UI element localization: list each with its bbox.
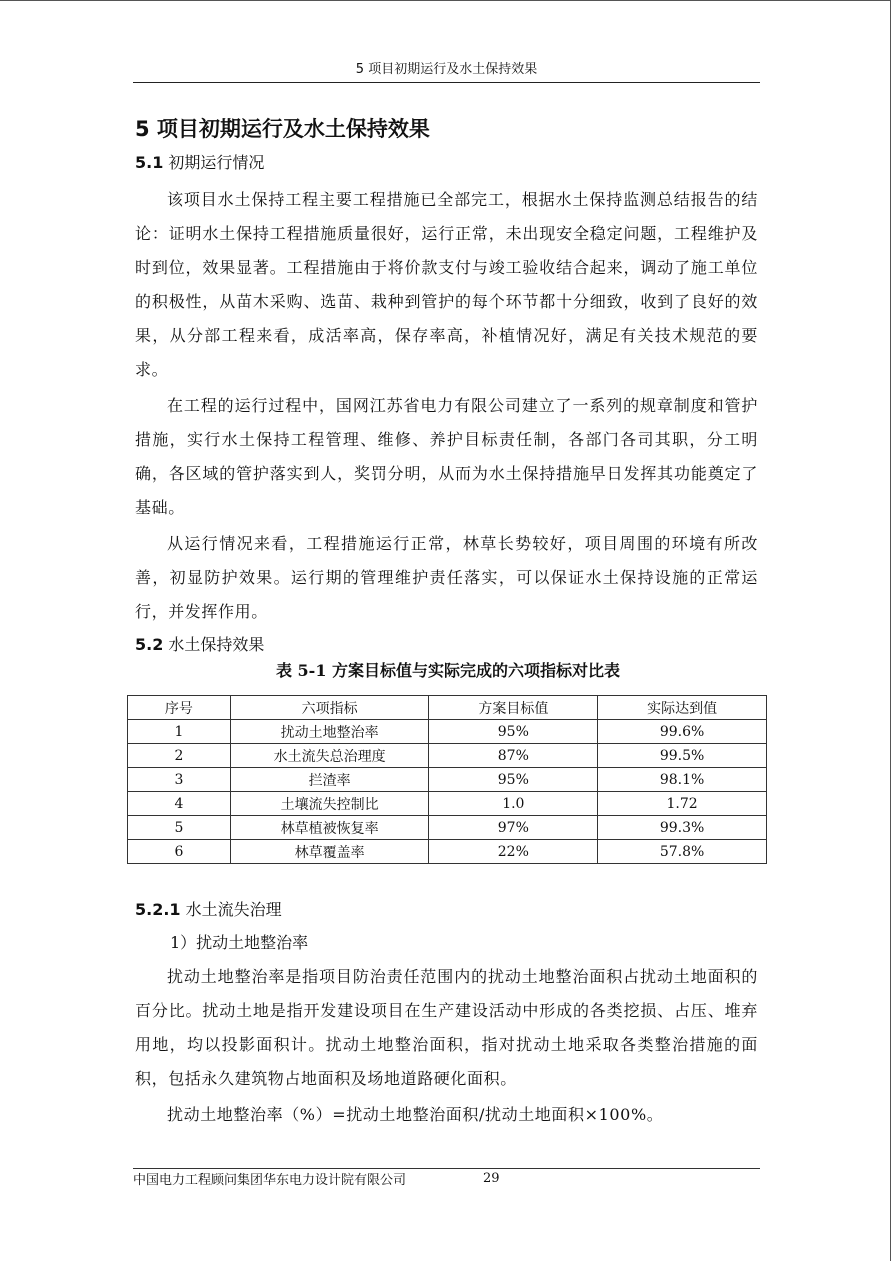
section-title: 初期运行情况 [163,153,265,172]
table-cell: 水土流失总治理度 [230,744,429,768]
section-number: 5.1 [135,153,164,172]
header-rule [133,82,760,83]
table-cell: 扰动土地整治率 [230,720,429,744]
table-cell: 97% [429,816,598,840]
table-row [128,840,767,864]
table-cell: 3 [128,768,231,792]
section-heading-5-2 [135,633,264,657]
paragraph-operation-3: 从运行情况来看，工程措施运行正常，林草长势较好，项目周围的环境有所改善，初显防护效果。运行期的管理维护责任落实，可以保证水土保持设施的正常运行，并发挥作用。 [135,534,758,621]
table-row [128,720,767,744]
table-cell: 1.0 [429,792,598,816]
table-cell: 6 [128,840,231,864]
table-cell: 1.72 [598,792,767,816]
header-cell: 实际达到值 [598,696,767,720]
table-cell: 22% [429,840,598,864]
section-number: 5.2 [135,635,164,654]
page-number: 29 [483,1171,500,1186]
indicator-comparison-table [127,695,767,864]
header-cell: 六项指标 [230,696,429,720]
table-cell: 4 [128,792,231,816]
table-row [128,744,767,768]
table-cell: 林草覆盖率 [230,840,429,864]
chapter-title: 5 项目初期运行及水土保持效果 [135,117,430,141]
section-heading-5-2-1 [135,898,282,922]
table-cell: 99.3% [598,816,767,840]
table-row [128,816,767,840]
footer-organization: 中国电力工程顾问集团华东电力设计院有限公司 [133,1173,407,1188]
table-row [128,768,767,792]
table-cell: 99.5% [598,744,767,768]
table-cell: 林草植被恢复率 [230,816,429,840]
header-cell: 方案目标值 [429,696,598,720]
section-heading-5-1 [135,151,264,175]
header-cell: 序号 [128,696,231,720]
section-number: 5.2.1 [135,900,181,919]
table-header-row [128,696,767,720]
table-cell: 5 [128,816,231,840]
table-cell: 95% [429,768,598,792]
table-cell: 95% [429,720,598,744]
table-cell: 87% [429,744,598,768]
table-cell: 57.8% [598,840,767,864]
section-title: 水土流失治理 [180,900,282,919]
running-header: 5 项目初期运行及水土保持效果 [355,62,538,77]
table-cell: 土壤流失控制比 [230,792,429,816]
table-caption: 表 5-1 方案目标值与实际完成的六项指标对比表 [275,661,621,680]
table-cell: 2 [128,744,231,768]
paragraph-operation-2: 在工程的运行过程中，国网江苏省电力有限公司建立了一系列的规章制度和管护措施，实行水土保持工程管理、维修、养护目标责任制，各部门各司其职，分工明确，各区域的管护落实到人，奖罚分明，从而为水土保持措施早日发挥其功能奠定了基础。 [135,396,758,517]
paragraph-definition: 扰动土地整治率是指项目防治责任范围内的扰动土地整治面积占扰动土地面积的百分比。扰动土地是指开发建设项目在生产建设活动中形成的各类挖损、占压、堆弃用地，均以投影面积计。扰动土地整治面积，指对扰动土地采取各类整治措施的面积，包括永久建筑物占地面积及场地道路硬化面积。 [135,967,758,1088]
table-cell: 98.1% [598,768,767,792]
section-title: 水土保持效果 [163,635,265,654]
formula-line: 扰动土地整治率（%）=扰动土地整治面积/扰动土地面积×100%。 [167,1105,664,1124]
table-row [128,792,767,816]
footer-rule [133,1168,760,1169]
table-cell: 1 [128,720,231,744]
table-cell: 99.6% [598,720,767,744]
list-item-heading: 1）扰动土地整治率 [170,933,309,952]
table-cell: 拦渣率 [230,768,429,792]
paragraph-operation-1: 该项目水土保持工程主要工程措施已全部完工，根据水土保持监测总结报告的结论：证明水土保持工程措施质量很好，运行正常，未出现安全稳定问题，工程维护及时到位，效果显著。工程措施由于将价款支付与竣工验收结合起来，调动了施工单位的积极性，从苗木采购、选苗、栽种到管护的每个环节都十分细致，收到了良好的效果，从分部工程来看，成活率高，保存率高，补植情况好，满足有关技术规范的要求。 [135,190,758,379]
